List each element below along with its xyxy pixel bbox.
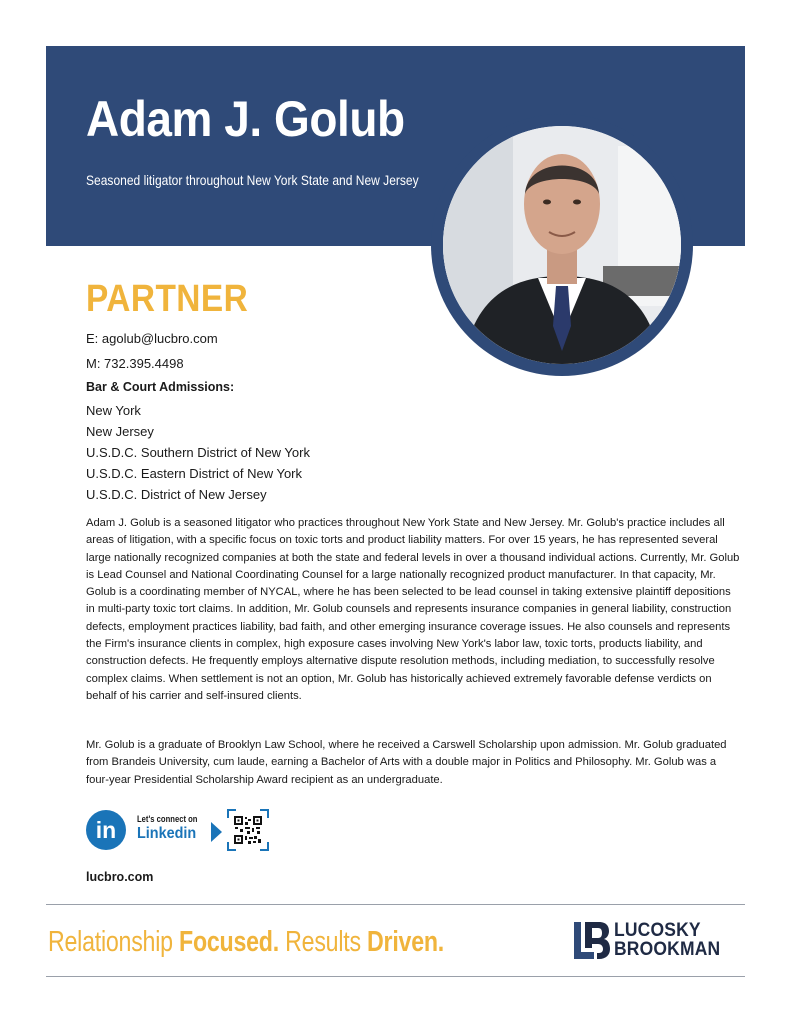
- admissions-heading: Bar & Court Admissions:: [86, 380, 235, 394]
- arrow-right-icon: [211, 822, 222, 842]
- education-paragraph: Mr. Golub is a graduate of Brooklyn Law School, where he received a Carswell Scholarship upon admission. Mr. Golub graduated from Brandeis University, cum laude, earning a Bachelor of Arts with a double major in Politics and Philosophy. Mr. Golub was a four-year Presidential Scholarship Award recipient as an undergraduate.: [86, 739, 727, 786]
- footer-divider-top: [46, 904, 745, 905]
- logo-line-1: LUCOSKY: [614, 920, 701, 941]
- admission-item: U.S.D.C. District of New Jersey: [86, 487, 267, 502]
- headshot-photo: [443, 126, 681, 364]
- linkedin-icon[interactable]: in: [86, 810, 126, 850]
- email-address[interactable]: E: agolub@lucbro.com: [86, 331, 218, 346]
- logo-line-2: BROOKMAN: [614, 939, 721, 960]
- admission-item: U.S.D.C. Southern District of New York: [86, 445, 310, 460]
- website-link[interactable]: lucbro.com: [86, 870, 154, 884]
- attorney-name: Adam J. Golub: [86, 91, 405, 147]
- firm-logo-icon: [574, 922, 610, 959]
- mobile-number[interactable]: M: 732.395.4498: [86, 356, 184, 371]
- qr-code-icon[interactable]: [227, 809, 269, 851]
- position-title: PARTNER: [86, 278, 249, 320]
- admission-item: New York: [86, 403, 141, 418]
- admission-item: New Jersey: [86, 424, 154, 439]
- admissions-list: [86, 400, 310, 505]
- tagline: Seasoned litigator throughout New York State and New Jersey: [86, 172, 419, 188]
- linkedin-connect-text: Let's connect on: [137, 814, 198, 824]
- slogan: Relationship Focused. Results Driven.: [48, 926, 445, 958]
- footer-divider-bottom: [46, 976, 745, 977]
- linkedin-link[interactable]: Linkedin: [137, 825, 197, 842]
- bio-paragraph: Adam J. Golub is a seasoned litigator who practices throughout New York State and New Jersey. Mr. Golub's practice includes all areas of litigation, with a specific focus on toxic torts and product liability matters. For over 15 years, he has represented several large nationally recognized companies at both the state and federal levels in over a thousand individual actions. Currently, Mr. Golub is Lead Counsel and National Coordinating Counsel for a large nationally recognized product manufacturer. In that capacity, Mr. Golub is a coordinating member of NYCAL, where he has been selected to be lead counsel in taking extensive plaintiff depositions in multi-party toxic tort claims. In addition, Mr. Golub counsels and represents insurance companies in general liability, construction defects, employment practices liability, bad faith, and other emerging insurance coverage issues. He also counsels and represents the Firm's insurance clients in complex, high exposure cases involving New York's labor law, toxic torts, products liability, and construction defects. He frequently employs alternative dispute resolution methods, including mediation, to successfully resolve complex claims. When settlement is not an option, Mr. Golub has historically achieved extremely favorable defense verdicts on behalf of his carrier and self-insured clients.: [86, 517, 740, 702]
- admission-item: U.S.D.C. Eastern District of New York: [86, 466, 303, 481]
- firm-logo-text: [614, 921, 720, 959]
